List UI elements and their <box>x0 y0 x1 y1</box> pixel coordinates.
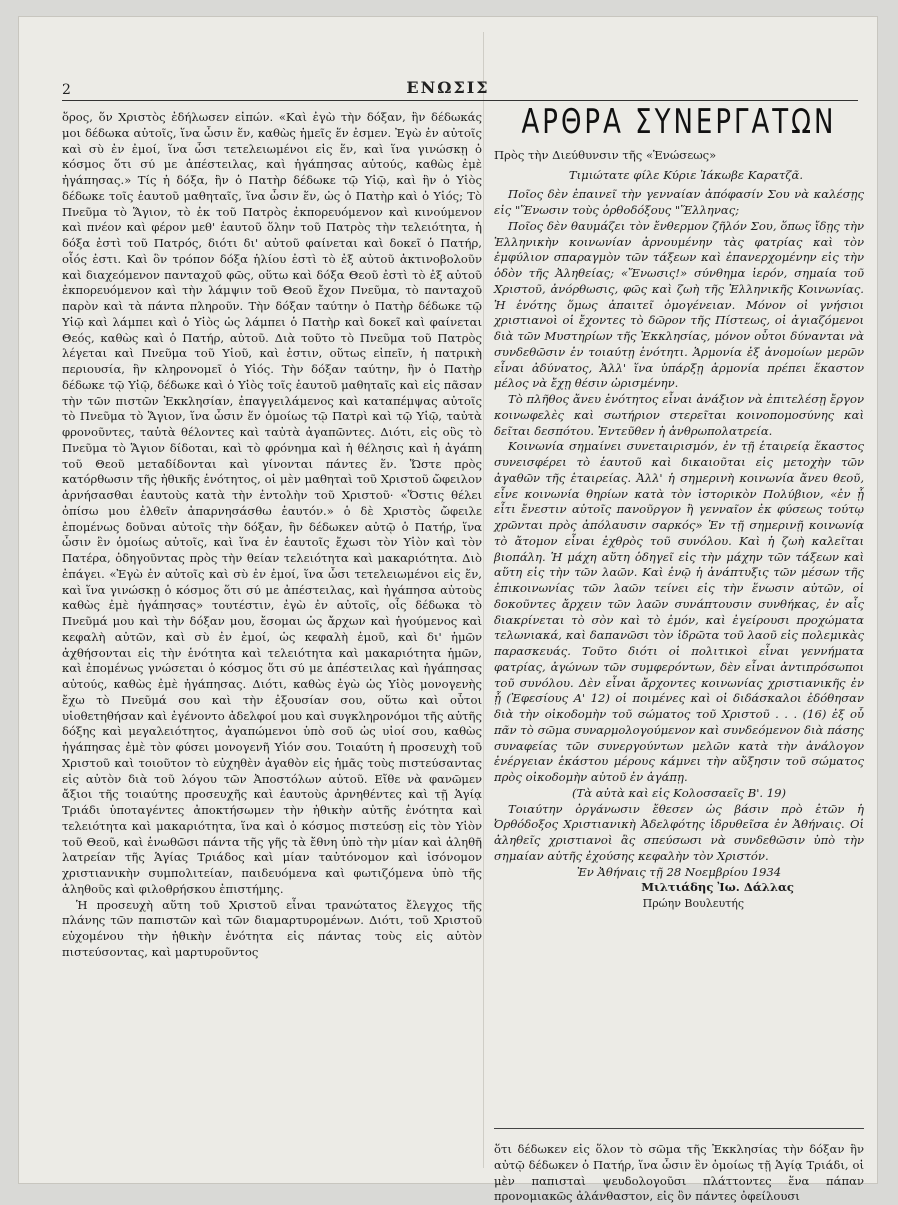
left-paragraph-2: Ἡ προσευχὴ αὕτη τοῦ Χριστοῦ εἶναι τρανώτατος ἔλεγχος τῆς πλάνης τῶν παπιστῶν καὶ τῶν διαμαρτυρομένων. Διότι, τοῦ Χριστοῦ εὐχομένου τὴν ἠθικὴν ἑνότητα εἰς πάντας τοὺς εἰς αὐτὸν πιστεύσοντας, καὶ μαρτυροῦντος <box>62 897 482 959</box>
letter-reference: (Τὰ αὐτὰ καὶ εἰς Κολοσσαεῖς Β'. 19) <box>571 785 787 800</box>
page-fold <box>483 32 484 1168</box>
continued-text: ὅτι δέδωκεν εἰς ὅλον τὸ σῶμα τῆς Ἐκκλησίας τὴν δόξαν ἣν αὐτῷ δέδωκεν ὁ Πατήρ, ἵνα ὦσιν ἓν ὁμοίως τῇ Ἁγίᾳ Τριάδι, οἱ μὲν παπισταὶ ψευδολογοῦσι πλάττοντες ἕνα πάπαν προνομιακῶς ἀλάνθαστον, εἰς ὃν πάντες ὀφείλουσι <box>494 1142 864 1204</box>
page-header <box>18 72 878 100</box>
letter-paragraph-3: Τὸ πλῆθος ἄνευ ἑνότητος εἶναι ἀνάξιον νὰ ἐπιτελέσῃ ἔργον κοινωφελὲς καὶ σωτήριον στερεῖται κοινοπομοσύνης καὶ δεῖται δεσπότου. Ἐντεῦθεν ἡ ἀνθρωπολατρεία. <box>494 392 864 438</box>
date-line: Ἐν Ἀθήναις τῇ 28 Νοεμβρίου 1934 <box>576 864 782 879</box>
signature-title: Πρώην Βουλευτής <box>642 897 744 910</box>
salutation: Τιμιώτατε φίλε Κύριε Ἰάκωβε Καρατζᾶ. <box>568 167 804 182</box>
left-column <box>62 110 482 961</box>
letter-paragraph-4: Κοινωνία σημαίνει συνεταιρισμόν, ἐν τῇ ἑταιρείᾳ ἕκαστος συνεισφέρει τὸ ἑαυτοῦ καὶ δικαιοῦται εἰς μετοχὴν τῶν ἀγαθῶν τῆς ἑταιρείας. Ἀλλ' ἡ σημερινὴ κοινωνία ἄνευ θεοῦ, εἶνε κοινωνία θηρίων κατὰ τὸν ἱστορικὸν Πολύβιον, «ἐν ᾗ εἶτι ἔνεστιν αὐτοῖς πανοῦργον ἢ γενναῖον ἐκ φύσεως τούτῳ χρῶνται πρὸς ἀπόλαυσιν σαρκός» Ἐν τῇ σημερινῇ κοινωνίᾳ τὸ ἄτομον εἶναι ἐχθρὸς τοῦ συνόλου. Καὶ ἡ ζωὴ καλεῖται βιοπάλη. Ἡ μάχη αὕτη ὁδηγεῖ εἰς τὴν μάχην τῶν τάξεων καὶ αὕτη εἰς τὴν τῶν λαῶν. Καὶ ἐνῷ ἡ ἀνάπτυξις τῶν μέσων τῆς ἐπικοινωνίας τῶν λαῶν τείνει εἰς τὴν ἕνωσιν αὐτῶν, οἱ δοκοῦντες ἄρχειν τῶν λαῶν συνάπτουσιν συνθήκας, ἐν αἷς διακρίνεται τὸ σὸν καὶ τὸ ἐμόν, καὶ ἐγείρουσι προχώματα τελωνιακά, καὶ δαπανῶσι τὸν ἱδρῶτα τοῦ λαοῦ εἰς πολεμικὰς παρασκευάς. Τοῦτο διότι οἱ πολιτικοὶ εἶναι γεννήματα φατρίας, ἀγώνων τῶν συμφερόντων, δὲν εἶναι ἀντιπρόσωποι τοῦ συνόλου. Δὲν εἶναι ἄρχοντες κοινωνίας χριστιανικῆς ἐν ᾗ (Ἐφεσίους Α' 12) οἱ ποιμένες καὶ οἱ διδάσκαλοι ἐδόθησαν διὰ τὴν οἰκοδομὴν τοῦ σώματος τοῦ Χριστοῦ . . . (16) ἐξ οὗ πᾶν τὸ σῶμα συναρμολογούμενον καὶ συνδεόμενον διὰ πάσης συναφείας τῶν συνεργούντων μελῶν κατὰ τὴν ἀνάλογον ἐνέργειαν ἑκάστου μέρους κάμνει τὴν αὔξησιν τοῦ σώματος πρὸς οἰκοδομὴν αὐτοῦ ἐν ἀγάπῃ. <box>494 439 864 784</box>
header-rule <box>62 100 858 101</box>
signature-name: Μιλτιάδης Ἰω. Δάλλας <box>641 880 794 895</box>
letter-paragraph-1: Ποῖος δὲν ἐπαινεῖ τὴν γενναίαν ἀπόφασίν Σου νὰ καλέσῃς εἰς "Ἕνωσιν τοὺς ὀρθοδόξους "Ἕλληνας; <box>494 187 864 217</box>
masthead: ΕΝΩΣΙΣ <box>406 78 490 97</box>
newspaper-page <box>18 16 878 1204</box>
letter-paragraph-2: Ποῖος δὲν θαυμάζει τὸν ἔνθερμον ζῆλόν Σου, ὅπως ἴδῃς τὴν Ἑλληνικὴν κοινωνίαν ἀρνουμένην τὰς φατρίας καὶ τὸν ἐμφύλιον σπαραγμὸν τῶν τάξεων καὶ ἐπανερχομένην εἰς τὴν ὁδὸν τῆς Ἀληθείας; «Ἕνωσις!» σύνθημα ἱερόν, σημαία τοῦ Χριστοῦ, ἀνόρθωσις, φῶς καὶ ζωὴ τῆς Ἑλληνικῆς Κοινωνίας. Ἡ ἑνότης ὅμως ἀπαιτεῖ ὁμογένειαν. Μόνον οἱ γνήσιοι χριστιανοὶ οἱ ἔχοντες τὸ δῶρον τῆς Πίστεως, οἱ ἁγιαζόμενοι διὰ τῶν Μυστηρίων τῆς Ἐκκλησίας, μόνον οὗτοι δύνανται νὰ συνδεθῶσιν ἐν τοιαύτῃ ἑνότητι. Ἁρμονία ἐξ ἀνομοίων μερῶν εἶναι ἀδύνατος, Ἀλλ' ἵνα ὑπάρξῃ ἁρμονία πρέπει ἕκαστον μέλος νὰ ἔχῃ θέσιν ὡρισμένην. <box>494 218 864 391</box>
section-title: ΑΡΘΡΑ ΣΥΝΕΡΓΑΤΩΝ <box>521 103 837 143</box>
address-line: Πρὸς τὴν Διεύθυνσιν τῆς «Ἑνώσεως» <box>494 147 717 162</box>
letter-paragraph-5: Τοιαύτην ὀργάνωσιν ἔθεσεν ὡς βάσιν πρὸ ἐτῶν ἡ Ὀρθόδοξος Χριστιανικὴ Ἀδελφότης ἱδρυθεῖσα ἐν Ἀθήναις. Οἱ ἀληθεῖς χριστιανοὶ ἂς σπεύσωσι νὰ συνδεθῶσιν ὑπὸ τὴν σημαίαν αὐτῆς ἐχούσης κεφαλὴν τὸν Χριστόν. <box>494 801 864 863</box>
page-number: 2 <box>62 82 71 98</box>
column-divider <box>494 1128 864 1129</box>
right-column <box>494 103 864 912</box>
left-paragraph-1: ὅρος, ὅν Χριστὸς ἐδήλωσεν εἰπών. «Καὶ ἐγὼ τὴν δόξαν, ἣν δέδωκάς μοι δέδωκα αὐτοῖς, ἵνα ὦσιν ἕν, καθὼς ἡμεῖς ἕν ἐσμεν. Ἐγὼ ἐν αὐτοῖς καὶ σὺ ἐν ἐμοί, ἵνα ὦσι τετελειωμένοι εἰς ἕν, καὶ ἵνα γινώσκῃ ὁ κόσμος ὅτι σύ με ἀπέστειλας, καὶ ἠγάπησας αὐτούς, καθὼς ἐμὲ ἠγάπησας.» Τίς ἡ δόξα, ἣν ὁ Πατὴρ δέδωκε τῷ Υἱῷ, καὶ ἣν ὁ Υἱὸς δέδωκε τοῖς ἑαυτοῦ μαθηταῖς, ἵνα ὦσιν ἕν, ὡς ὁ Πατὴρ καὶ ὁ Υἱός; Τὸ Πνεῦμα τὸ Ἅγιον, τὸ ἐκ τοῦ Πατρὸς ἐκπορευόμενον καὶ κινούμενον καὶ πνέον καὶ φέρον μεθ' ἑαυτοῦ ὅλην τοῦ Πατρὸς τὴν τελειότητα, ἡ δόξα ἐστὶ τοῦ Πατρός, διότι δι' αὐτοῦ φαίνεται καὶ δοκεῖ ὁ Πατήρ, οἷός ἐστι. Καὶ ὃν τρόπον δόξα ἡλίου ἐστὶ τὸ ἐξ αὐτοῦ ἀκτινοβολοῦν καὶ διαχεόμενον πανταχοῦ φῶς, οὕτω καὶ δόξα Θεοῦ ἐστὶ τὸ ἐξ αὐτοῦ ἐκπορευόμενον καὶ τὴν λάμψιν τοῦ Θεοῦ ἔχον Πνεῦμα, τὸ πανταχοῦ παρὸν καὶ τὰ πάντα πληροῦν. Τὴν δόξαν ταύτην ὁ Πατὴρ δέδωκε τῷ Υἱῷ καὶ λάμπει καὶ ὁ Υἱὸς ὡς λάμπει ὁ Πατὴρ καὶ δοκεῖ καὶ φαίνεται Θεός, καθὼς καὶ ὁ Πατήρ, αὐτοῦ. Διὰ τοῦτο τὸ Πνεῦμα τοῦ Πατρὸς λέγεται καὶ Πνεῦμα τοῦ Υἱοῦ, καὶ ἐστιν, οὕτως εἰπεῖν, ἡ πατρικὴ περιουσία, ἣν κληρονομεῖ ὁ Υἱός. Τὴν δόξαν ταύτην, ἣν ὁ Πατὴρ δέδωκε τῷ Υἱῷ, δέδωκε καὶ ὁ Υἱὸς τοῖς ἑαυτοῦ μαθηταῖς καὶ εἰς πᾶσαν τὴν τῶν πιστῶν Ἐκκλησίαν, ἐπαγγειλάμενος καὶ καταπέμψας αὐτοῖς τὸ Πνεῦμα τὸ Ἅγιον, ἵνα ὦσιν ἕν ὁμοίως τῷ Πατρὶ καὶ τῷ Υἱῷ, ταὐτὰ φρονοῦντες, ταὐτὰ θέλοντες καὶ ταὐτὰ ἀγαπῶντες. Διότι, εἰς οὓς τὸ Πνεῦμα τὸ Ἅγιον δίδοται, καὶ τὸ φρόνημα καὶ ἡ θέλησις καὶ ἡ ἀγάπη τοῦ Θεοῦ μεταδίδονται καὶ γίνονται πάντες ἕν. Ὥστε πρὸς κατόρθωσιν τῆς ἠθικῆς ἑνότητος, οἱ μὲν μαθηταὶ τοῦ Χριστοῦ ὤφειλον ἀρνήσασθαι ἑαυτοὺς κατὰ τὴν ἐντολὴν τοῦ Χριστοῦ· «Ὅστις θέλει ὀπίσω μου ἐλθεῖν ἀπαρνησάσθω ἑαυτόν.» ὁ δὲ Χριστὸς ὤφειλε ἐπομένως δοῦναι αὐτοῖς τὴν δόξαν, ἣν δέδωκεν αὐτῷ ὁ Πατήρ, ἵνα ὦσιν ἓν ὁμοίως αὐτοῖς, καὶ ἵνα ἐν ἑαυτοῖς ἔχωσι τὸν Υἱὸν καὶ τὸν Πατέρα, ὁδηγοῦντας πρὸς τὴν θείαν τελειότητα καὶ μακαριότητα. Διὸ ἐπάγει. «Ἐγὼ ἐν αὐτοῖς καὶ σὺ ἐν ἐμοί, ἵνα ὦσι τετελειωμένοι εἰς ἕν, καὶ ἵνα γινώσκῃ ὁ κόσμος ὅτι σύ με ἀπέστειλας, καὶ ἠγάπησα αὐτοὺς καθὼς ἐμὲ ἠγάπησας» τουτέστιν, ἐγὼ ἐν αὐτοῖς, οἷς δέδωκα τὸ Πνεῦμά μου καὶ τὴν δόξαν μου, ἔσομαι ὡς ἄρχων καὶ ἡγούμενος καὶ κεφαλὴ αὐτῶν, καὶ σὺ ἐν ἐμοί, ὡς κεφαλὴ ἐμοῦ, καὶ δι' ἡμῶν ἀχθήσονται εἰς τὴν ἑνότητα καὶ τελειότητα καὶ μακαριότητα ἡμῶν, καὶ ἐπομένως γνώσεται ὁ κόσμος ὅτι σύ με ἀπέστειλας καὶ ἠγάπησας αὐτούς, καθὼς ἐμὲ ἠγάπησας. Διότι, καθὼς ἐγὼ ὡς Υἱὸς μονογενὴς ἔχω τὸ Πνεῦμά σου καὶ τὴν ἐξουσίαν σου, οὕτω καὶ οὗτοι υἱοθετηθήσαν καὶ ἐγένοντο ἀδελφοί μου καὶ συγκληρονόμοι τῆς αὐτῆς δόξης καὶ μεγαλειότητος, ἀγαπώμενοι ὑπὸ σοῦ ὡς υἱοί σου, καθὼς ἠγάπησας ἐμὲ τὸν φύσει μονογενῆ Υἱόν σου. Τοιαύτη ἡ προσευχὴ τοῦ Χριστοῦ καὶ τοιοῦτον τὸ εὐχηθὲν ἀγαθὸν εἰς ἡμᾶς τοὺς πιστεύσαντας εἰς αὐτὸν διὰ τοῦ λόγου τῶν Ἀποστόλων αὐτοῦ. Εἴθε νὰ φανῶμεν ἄξιοι τῆς τοιαύτης προσευχῆς καὶ ἑαυτοὺς ἀρνηθέντες καὶ τῇ Ἁγίᾳ Τριάδι ὑποταγέντες ἀποκτήσωμεν τὴν ἠθικὴν αὐτῆς ἑνότητα καὶ τελειότητα καὶ μακαριότητα, ἵνα καὶ ὁ κόσμος πιστεύσῃ εἰς τὸν Υἱὸν τοῦ Θεοῦ, καὶ ἑνωθῶσι πάντα τῆς γῆς τὰ ἔθνη ὑπὸ τὴν μίαν καὶ ἀληθῆ λατρείαν τῆς Ἁγίας Τριάδος καὶ μίαν ταὐτόνομον καὶ ἰσόνομον χριστιανικὴν συμπολιτείαν, παιδευόμενα καὶ φωτιζόμενα ὑπὸ τῆς ἀληθοῦς καὶ φιλοθρήσκου ἐπιστήμης. <box>62 110 482 896</box>
